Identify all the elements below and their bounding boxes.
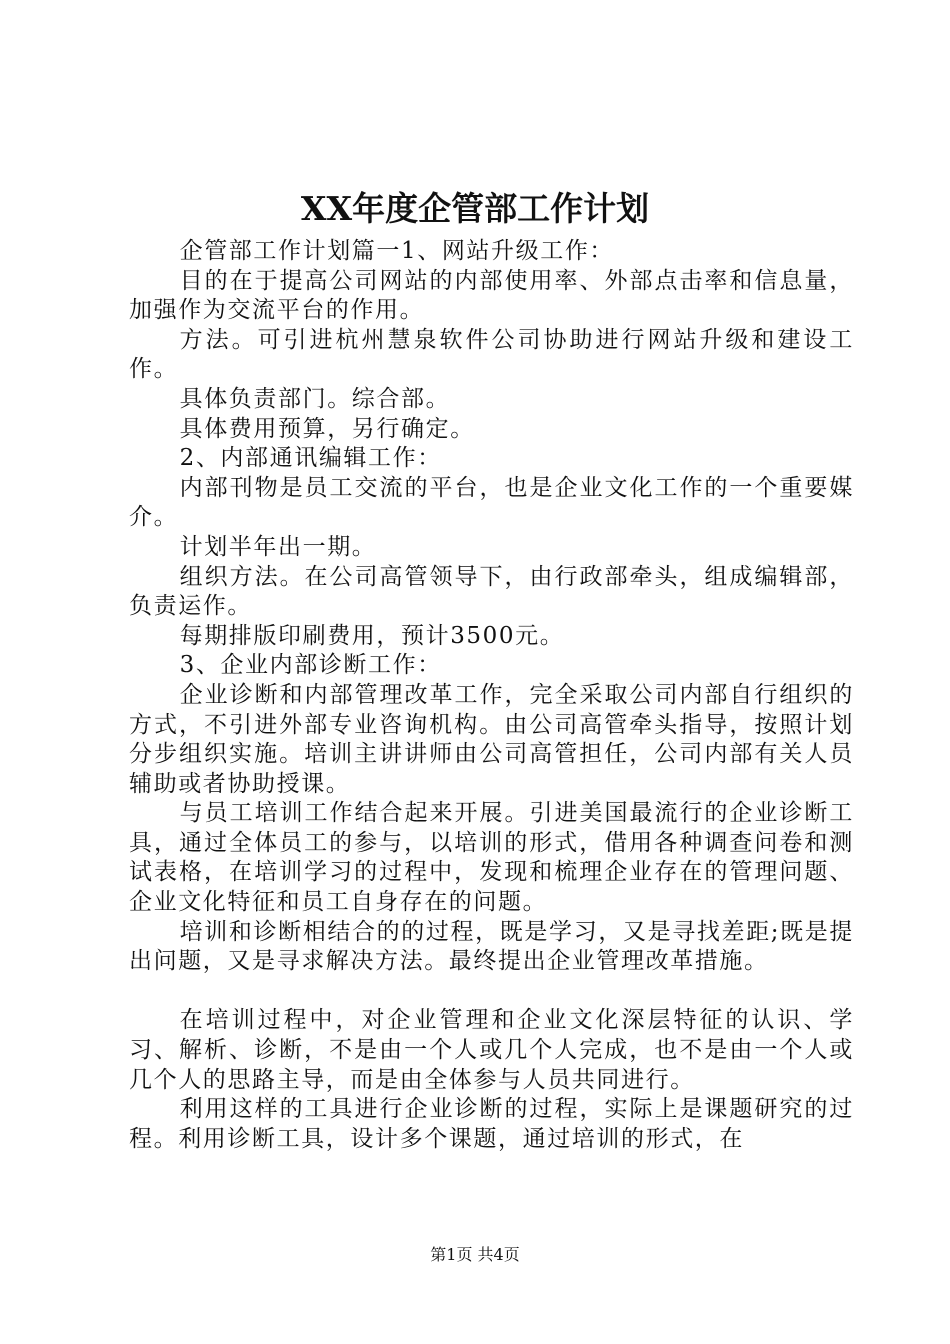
paragraph: 每期排版印刷费用，预计3500元。 — [179, 622, 565, 649]
page-footer: 第1页 共4页 — [430, 1245, 520, 1264]
paragraph: 企管部工作计划篇一1、网站升级工作： — [179, 238, 615, 264]
paragraph: 2、内部通讯编辑工作： — [179, 445, 442, 472]
paragraph: 方法。可引进杭州慧泉软件公司协助进行网站升级和建设工作。 — [129, 326, 854, 383]
document-title: XX年度企管部工作计划 — [300, 189, 650, 228]
paragraph: 3、企业内部诊断工作： — [179, 652, 442, 679]
paragraph: 在培训过程中，对企业管理和企业文化深层特征的认识、学习、解析、诊断，不是由一个人或几个人完成，也不是由一个人或几个人的思路主导，而是由全体参与人员共同进行。 — [129, 1007, 854, 1093]
paragraph: 内部刊物是员工交流的平台，也是企业文化工作的一个重要媒介。 — [129, 474, 854, 531]
paragraph: 与员工培训工作结合起来开展。引进美国最流行的企业诊断工具，通过全体员工的参与，以培训的形式，借用各种调查问卷和测试表格，在培训学习的过程中，发现和梳理企业存在的管理问题、企业文化特征和员工自身存在的问题。 — [129, 800, 854, 916]
paragraph: 计划半年出一期。 — [179, 533, 377, 560]
document-body — [129, 237, 854, 1154]
paragraph: 具体负责部门。综合部。 — [179, 385, 451, 412]
paragraph: 组织方法。在公司高管领导下，由行政部牵头，组成编辑部，负责运作。 — [129, 563, 854, 620]
paragraph: 具体费用预算，另行确定。 — [179, 415, 475, 442]
paragraph: 企业诊断和内部管理改革工作，完全采取公司内部自行组织的方式，不引进外部专业咨询机构。由公司高管牵头指导，按照计划分步组织实施。培训主讲讲师由公司高管担任，公司内部有关人员辅助或者协助授课。 — [129, 681, 854, 797]
paragraph: 目的在于提高公司网站的内部使用率、外部点击率和信息量，加强作为交流平台的作用。 — [129, 267, 854, 324]
paragraph: 培训和诊断相结合的的过程，既是学习，又是寻找差距;既是提出问题，又是寻求解决方法。最终提出企业管理改革措施。 — [129, 918, 854, 975]
paragraph: 利用这样的工具进行企业诊断的过程，实际上是课题研究的过程。利用诊断工具，设计多个课题，通过培训的形式，在 — [129, 1096, 854, 1152]
